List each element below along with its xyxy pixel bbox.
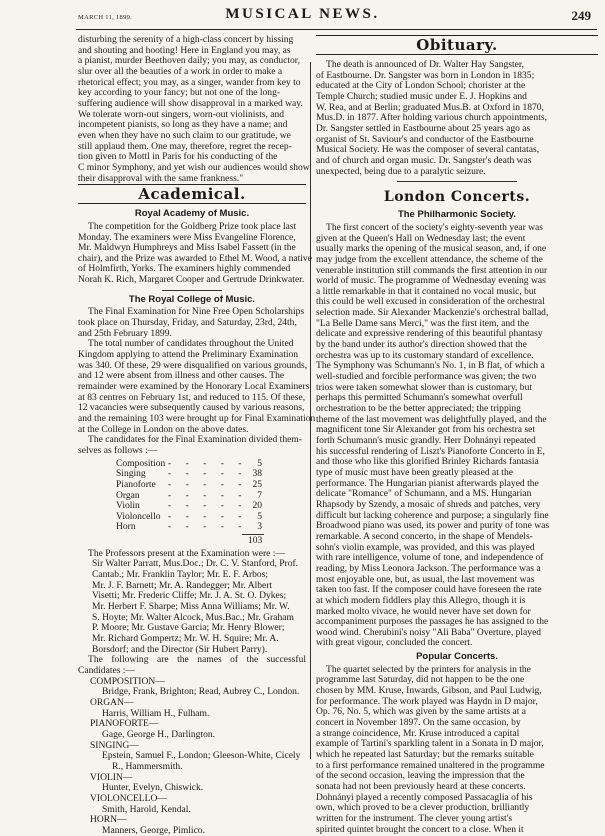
candidate-subject: HORN— — [90, 814, 127, 826]
text-line: and the remaining 103 were brought up for Final Examination — [78, 413, 316, 424]
leader-dots: - - - - - — [168, 489, 248, 501]
right-column — [316, 35, 598, 835]
candidate-name: Harris, William H., Fulham. — [102, 707, 210, 719]
text-line: and of church and organ music. Dr. Sangster's death was — [316, 154, 532, 166]
text-line: disturbing the serenity of a high-class concert by hissing — [78, 34, 294, 45]
candidate-subject: SINGING— — [90, 739, 139, 751]
subject-cell: Violoncello — [116, 510, 161, 522]
text-line: P. Moore; Mr. Gustave Garcia; Mr. Henry Blower; — [92, 622, 285, 634]
text-line: incompetent pianists, so long as they have a name; and — [78, 119, 288, 131]
text-line: with rare intelligence, volume of tone, and independence of — [316, 552, 544, 564]
candidate-subject: COMPOSITION— — [90, 675, 165, 687]
professors-intro: The Professors present at the Examination were :— — [88, 547, 285, 559]
divider — [162, 290, 222, 291]
text-line: tion given to Mottl in Paris for his conducting of the — [78, 151, 278, 163]
text-line: Dr. Sangster settled in Eastbourne about 25 years ago as — [316, 122, 531, 134]
total-cell: 103 — [248, 535, 263, 547]
rcm-heading: The Royal College of Music. — [128, 293, 256, 305]
leader-dots: - - - - - — [168, 457, 248, 469]
text-line: reading, by Miss Leonora Jackson. The performance was a — [316, 562, 541, 574]
candidate-subject: VIOLONCELLO— — [90, 792, 167, 804]
text-line: key according to your fancy; but not one of the long- — [78, 87, 281, 99]
header-rule — [76, 29, 597, 30]
text-line: his successful rendering of Liszt's Pianoforte Concerto in E, — [316, 445, 545, 457]
text-line: orchestra was up to its customary standard of excellence. — [316, 349, 534, 361]
text-line: and 12 were absent from illness and other causes. The — [78, 370, 285, 382]
subject-cell: Singing — [116, 468, 146, 480]
text-line: organist of St. Saviour's and conductor of the Eastbourne — [316, 133, 534, 145]
text-line: delicate and expressive rendering of this beautiful phantasy — [316, 328, 543, 340]
text-line: at 83 centres on February 1st, and reduced to 115. Of these, — [78, 391, 306, 403]
text-line: slur over all the beauties of a work in order to make a — [78, 65, 283, 77]
count-cell: 25 — [252, 478, 262, 490]
text-line: selection made. Sir Alexander Mackenzie's orchestral ballad, — [316, 307, 549, 319]
text-line: The competition for the Goldberg Prize took place last — [88, 220, 297, 232]
rcm-paragraph — [78, 306, 316, 456]
successful-intro: The following are the names of the successful Candidates :— — [78, 654, 306, 676]
text-line: The candidates for the Final Examination divided them- — [88, 434, 302, 446]
text-line: programme last Saturday, did not happen to be the one — [316, 674, 525, 686]
ram-paragraph — [78, 220, 312, 286]
count-cell: 7 — [257, 489, 262, 501]
text-line: example of Tartini's sparkling talent in a Sonata in D major, — [316, 738, 544, 750]
text-line: Monday. The examiners were Miss Evangeline Florence, — [78, 231, 296, 243]
leader-dots: - - - - - — [168, 500, 248, 512]
text-line: Sir Walter Parratt, Mus.Doc.; Dr. C. V. Stanford, Prof. — [92, 558, 299, 570]
count-cell: 5 — [257, 457, 262, 469]
philharmonic-paragraph — [316, 223, 598, 649]
text-line: remarkable. A second concerto, in the shape of Mendels- — [316, 530, 533, 542]
text-line: with great vigour, concluded the concert. — [316, 637, 473, 649]
text-line: may judge from the excellent attendance, the scheme of the — [316, 253, 543, 265]
text-line: Mr. Maldwyn Humphreys and Miss Isabel Fassett (in the — [78, 242, 296, 254]
text-line: W. Rea, and at Berlin; graduated Mus.B. at Oxford in 1870, — [316, 101, 544, 113]
text-line: Musical Society. He was the composer of several cantatas, — [316, 144, 540, 156]
successful-candidates — [78, 677, 306, 836]
leader-dots: - - - - - — [168, 478, 248, 490]
table-row — [78, 480, 306, 491]
text-line: and shouting and hooting! Here in England you may, as — [78, 44, 291, 56]
text-line: type of music must have been greatly pleased at the — [316, 466, 513, 478]
text-line: written for the instrument. The clever young artist's — [316, 812, 513, 824]
count-cell: 20 — [252, 500, 262, 512]
page-number: 249 — [571, 8, 591, 23]
london-concerts-heading: London Concerts. — [383, 189, 531, 206]
text-line: chosen by MM. Kruse, Inwards, Gibson, and Paul Ludwig, — [316, 685, 542, 697]
text-line: unexpected, being due to a paralytic seizure. — [316, 165, 486, 177]
text-line: The Final Examination for Nine Free Open Scholarships — [88, 306, 305, 318]
text-line: Op. 76, No. 5, which was given by the same artists at a — [316, 706, 526, 718]
text-line: forth Schumann's music grandly. Herr Dohnányi repeated — [316, 435, 536, 446]
subject-cell: Pianoforte — [116, 478, 156, 490]
count-cell: 5 — [257, 510, 262, 522]
obituary-heading: Obituary. — [316, 35, 598, 55]
text-line: S. Hoyte; Mr. Walter Alcock, Mus.Bac.; Mr. Graham — [92, 611, 294, 623]
text-line: C minor Symphony, and yet wish our audiences would show — [78, 161, 310, 173]
text-line: perhaps this permitted Schumann's somewhat overfull — [316, 392, 523, 404]
text-line: Kingdom applying to attend the Preliminary Examination — [78, 349, 299, 361]
text-line: Cantab.; Mr. Franklin Taylor; Mr. E. F. Arbos; — [92, 569, 269, 581]
intro-paragraph — [78, 34, 310, 184]
text-line: was 340. Of these, 29 were disqualified on various grounds, — [78, 359, 308, 371]
text-line: even when they have no such claim to our gratitude, we — [78, 129, 291, 141]
text-line: Dohnányi played a recently composed Passacaglia of his — [316, 791, 533, 803]
table-total-row — [78, 536, 306, 547]
subject-cell: Composition — [116, 457, 166, 469]
text-line: accompaniment purposes the passages he has assigned to the — [316, 616, 549, 628]
subject-cell: Violin — [116, 500, 140, 512]
text-line: of Eastbourne. Dr. Sangster was born in London in 1835; — [316, 69, 535, 81]
popular-paragraph — [316, 665, 598, 836]
text-line: delicate "Romance" of Schumann, and a MS. Hungarian — [316, 488, 532, 500]
text-line: their disapproval with the same frankness." — [78, 172, 244, 184]
text-line: performance. The Hungarian pianist afterwards played the — [316, 477, 539, 489]
candidate-name: Manners, George, Pimlico. — [102, 824, 205, 836]
text-line: selves as follows :— — [78, 444, 158, 456]
count-cell: 38 — [252, 468, 262, 480]
text-line: Mr. Herbert F. Sharpe; Miss Anna Williams; Mr. W. — [92, 601, 290, 613]
subject-cell: Horn — [116, 521, 136, 533]
left-column — [78, 34, 316, 836]
text-line: well-studied and forcible performance was given; the two — [316, 371, 537, 383]
text-line: taken too fast. If the composer could have foreseen the rate — [316, 584, 542, 596]
section-heading-academical: Academical. — [78, 184, 306, 204]
text-line: Mus.D. in 1877. After holding various church appointments, — [316, 112, 547, 124]
text-line: of Holmfirth, Yorks. The examiners highly commended — [78, 263, 291, 275]
masthead-title: MUSICAL NEWS. — [225, 6, 380, 22]
text-line: world of music. The programme of Wednesday evening was — [316, 275, 546, 287]
text-line: by the band under its author's direction showed that the — [316, 339, 527, 351]
text-line: Broadwood piano was used, its power and purity of tone was — [316, 520, 550, 532]
text-line: and 25th February 1899. — [78, 327, 172, 339]
text-line: theme of the last movement was delightfully played, and the — [316, 413, 547, 425]
text-line: remainder were examined by the Honorary Local Examiners — [78, 381, 310, 393]
text-line: at the College in London on the above dates. — [78, 423, 249, 435]
text-line: at which modern fiddlers play this Allegro, though it is — [316, 594, 526, 606]
text-line: a strange coincidence, Mr. Kruse introduced a capital — [316, 727, 520, 739]
text-line: given at the Queen's Hall on Wednesday last; the event — [316, 232, 526, 244]
text-line: difficult but lacking coherence and purpose; a singularly fine — [316, 509, 549, 521]
text-line: suffering audience will show disapproval in a marked way. — [78, 97, 303, 109]
candidate-name: Hunter, Evelyn, Chiswick. — [102, 782, 204, 794]
text-line: orchestration to be the better appreciated; the tripping — [316, 403, 521, 415]
text-line: marked molto vivace, he would never have set down for — [316, 605, 531, 617]
text-line: Mr. J. F. Barnett; Mr. A. Randegger; Mr. Albert — [92, 579, 273, 591]
obituary-paragraph — [316, 60, 598, 177]
text-line: trios were taken somewhat slower than is customary, but — [316, 381, 532, 393]
text-line: rhetorical effect; you may, as a singer, wander from key to — [78, 76, 301, 88]
table-row — [78, 522, 306, 533]
candidate-name: R., Hammersmith. — [112, 760, 183, 772]
text-line: Mr. Richard Gompertz; Mr. W. H. Squire; Mr. A. — [92, 633, 279, 644]
candidate-name: Smith, Harold, Kendal. — [102, 803, 191, 815]
text-line: for performance. The work played was Haydn in D major, — [316, 695, 538, 707]
text-line: and those who like this glorified Brinley Richards fantasia — [316, 456, 539, 468]
issue-date: MARCH 11, 1899. — [78, 14, 133, 21]
count-cell: 3 — [257, 521, 262, 533]
text-line: educated at the City of London School; chorister at the — [316, 80, 526, 92]
leader-dots: - - - - - — [168, 510, 248, 522]
candidate-subject: ORGAN— — [90, 696, 134, 708]
candidate-name: Epstein, Samuel F., London; Gleeson-White, Cicely — [102, 750, 301, 762]
text-line: The total number of candidates throughout the United — [88, 338, 294, 350]
text-line: Rhapsody by Szendy, a mosaic of shreds and patches, very — [316, 498, 541, 510]
text-line: of the second occasion, leaving the impression that the — [316, 770, 525, 782]
text-line: The death is announced of Dr. Walter Hay Sangster, — [326, 59, 525, 70]
divider — [397, 181, 517, 182]
text-line: The first concert of the society's eighty-seventh year was — [326, 221, 543, 233]
text-line: most enjoyable one, but, as usual, the last movement was — [316, 573, 535, 585]
text-line: The Symphony was Schumann's No. 1, in B flat, of which a — [316, 360, 545, 372]
text-line: "La Belle Dame sans Merci," was the first item, and the — [316, 317, 529, 329]
subject-cell: Organ — [116, 489, 140, 501]
text-line: Visetti; Mr. Frederic Cliffe; Mr. J. A. St. O. Dykes; — [92, 590, 287, 602]
text-line: 12 vacancies were subsequently caused by various reasons, — [78, 402, 305, 414]
column-divider — [310, 62, 311, 759]
text-line: concert in November 1897. On the same occasion, by — [316, 717, 521, 729]
text-line: a pianist, murder Beethoven daily; you may, as conductor, — [78, 55, 300, 67]
text-line: magnificent tone Sir Alexander got from his orchestra set — [316, 424, 535, 436]
text-line: still applaud them. One may, therefore, regret the recep- — [78, 140, 292, 152]
text-line: to a first performance remained unaltered in the programme — [316, 759, 545, 771]
text-line: wood wind. Cherubini's noisy "Ali Baba" Overture, played — [316, 626, 542, 638]
candidates-table — [78, 459, 306, 547]
text-line: a little remarkable in that it contained no vocal music, but — [316, 285, 537, 297]
ram-heading: Royal Academy of Music. — [134, 208, 250, 220]
text-line: which he repeated last Saturday; but the remarks suitable — [316, 749, 534, 761]
text-line: this could be well excused in consideration of the orchestral — [316, 296, 545, 308]
text-line: Borsdorf; and the Director (Sir Hubert Parry). — [92, 643, 268, 655]
candidate-name: Bridge, Frank, Brighton; Read, Aubrey C., London. — [102, 686, 300, 698]
text-line: Norah K. Rich, Margaret Cooper and Gertrude Drinkwater. — [78, 274, 305, 286]
text-line: sonata had not been previously heard at these concerts. — [316, 781, 526, 792]
text-line: venerable institution still commands the first attention in our — [316, 264, 548, 276]
text-line: spirited quintet brought the concert to a close. When it — [316, 823, 524, 835]
text-line: took place on Thursday, Friday, and Saturday, 23rd, 24th, — [78, 317, 297, 329]
text-line: The quartet selected by the printers for analysis in the — [326, 663, 531, 675]
candidate-subject: PIANOFORTE— — [90, 718, 159, 730]
candidate-name: Gage, George H., Darlington. — [102, 728, 216, 740]
text-line: chair), and the Prize was awarded to Ethel M. Wood, a native — [78, 252, 312, 264]
leader-dots: - - - - - — [168, 521, 248, 533]
philharmonic-heading: The Philharmonic Society. — [397, 209, 517, 221]
text-line: sohn's violin example, was provided, and this was played — [316, 541, 535, 553]
text-line: usually marks the opening of the musical season, and, if one — [316, 243, 547, 255]
text-line: Temple Church; studied music under E. J. Hopkins and — [316, 90, 527, 102]
text-line: We tolerate worn-out singers, worn-out violinists, and — [78, 108, 285, 120]
leader-dots: - - - - - — [168, 468, 248, 480]
text-line: own, which proved to be a clever production, brilliantly — [316, 802, 530, 814]
professors-list — [78, 559, 306, 655]
popular-concerts-heading: Popular Concerts. — [416, 651, 498, 663]
page-header — [0, 0, 605, 28]
candidate-subject: VIOLIN— — [90, 771, 133, 783]
